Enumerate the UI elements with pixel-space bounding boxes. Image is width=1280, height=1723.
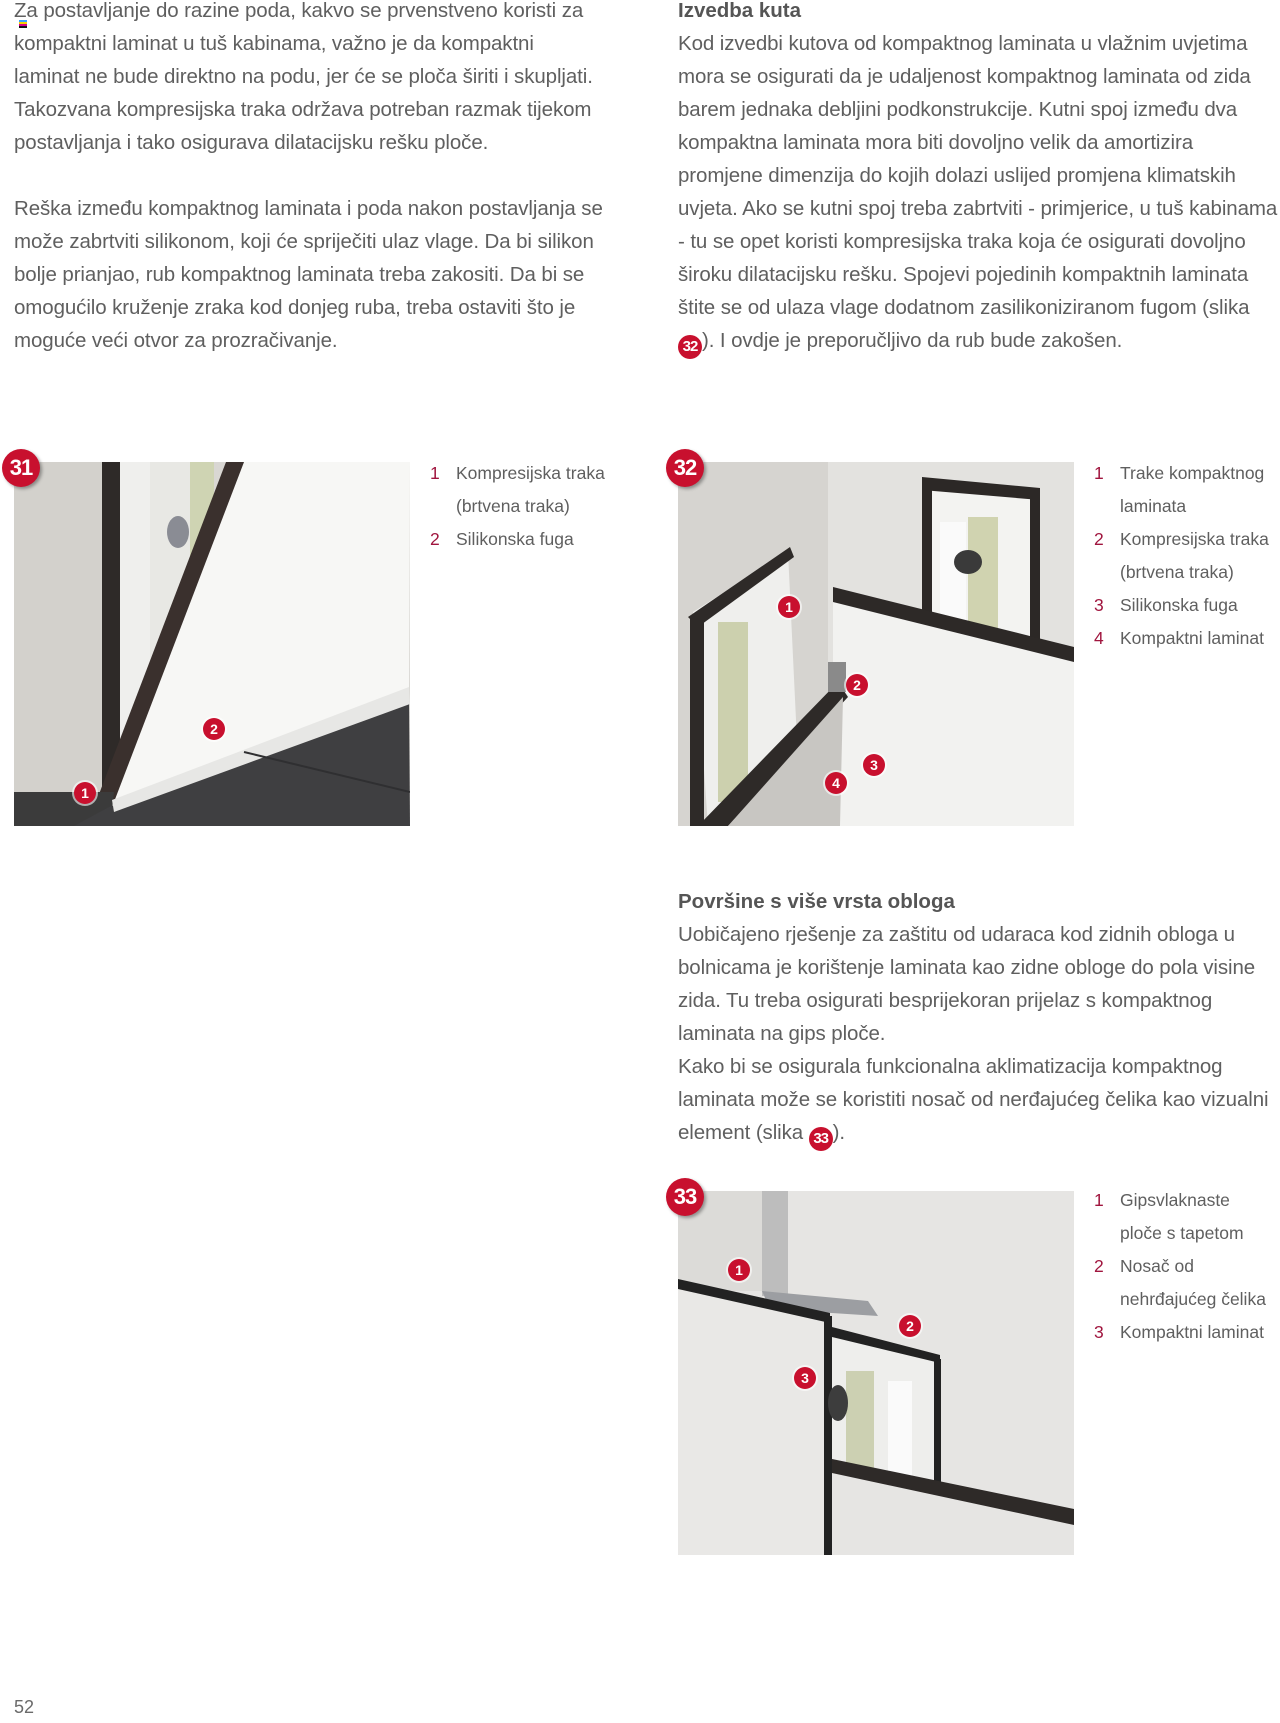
figure-number-badge-33: 33 xyxy=(666,1178,704,1216)
left-column xyxy=(14,0,604,357)
figure-ref-badge-33[interactable]: 33 xyxy=(809,1127,833,1151)
marker-3: 3 xyxy=(794,1367,816,1389)
marker-2: 2 xyxy=(899,1315,921,1337)
marker-2: 2 xyxy=(203,718,225,740)
marker-3: 3 xyxy=(863,754,885,776)
corner-section-heading: Izvedba kuta xyxy=(678,0,802,22)
legend-item: 2 Kompresijska traka xyxy=(1094,529,1269,549)
legend-item: 4 Kompaktni laminat xyxy=(1094,628,1264,648)
legend-item: laminata xyxy=(1120,496,1187,516)
figure-31-image xyxy=(14,462,410,826)
corner-section xyxy=(678,0,1278,359)
legend-item: 2 Nosač od xyxy=(1094,1256,1194,1276)
sealing-paragraph: Reška između kompaktnog laminata i poda nakon postavljanja se može zabrtviti silikonom, koji će spriječiti ulaz vlage. Da bi silikon bolje prianjao, rub kompaktnog laminata treba zakositi. Da bi se omogućilo kruženje zraka kod donjeg ruba, treba ostaviti što je moguće veći otvor za prozračivanje. xyxy=(14,197,603,352)
mixed-surfaces-heading: Površine s više vrsta obloga xyxy=(678,890,955,913)
floor-joint-illustration xyxy=(14,462,410,826)
figure-33-legend xyxy=(1094,1184,1266,1349)
marker-2: 2 xyxy=(846,674,868,696)
figure-number-badge-32: 32 xyxy=(666,449,704,487)
legend-item: 3 Silikonska fuga xyxy=(1094,595,1238,615)
legend-item: 1 Gipsvlaknaste xyxy=(1094,1190,1230,1210)
mixed-surfaces-section xyxy=(678,885,1278,1151)
legend-item: nehrđajućeg čelika xyxy=(1120,1289,1266,1309)
page-number: 52 xyxy=(14,1697,35,1717)
mixed-surfaces-body-1: Uobičajeno rješenje za zaštitu od udaraca kod zidnih obloga u bolnicama je korištenje laminata kao zidne obloge do pola visine zida. Tu treba osigurati besprijekoran prijelaz s kompaktnog laminata na gips ploče. xyxy=(678,923,1256,1045)
intro-paragraph: Za postavljanje do razine poda, kakvo se prvenstveno koristi za kompaktni laminat u tuš kabinama, važno je da kompaktni laminat ne bude direktno na podu, jer će se ploča širiti i skupljati. Takozvana kompresijska traka održava potreban razmak tijekom postavljanja i tako osigurava dilatacijsku rešku ploče. xyxy=(14,0,593,154)
mixed-surfaces-body-2: Kako bi se osigurala funkcionalna aklimatizacija kompaktnog laminata može se koristiti nosač od nerđajućeg čelika kao vizualni element (slika 33 ). xyxy=(678,1050,1278,1151)
legend-item: 3 Kompaktni laminat xyxy=(1094,1322,1264,1342)
marker-1: 1 xyxy=(74,782,96,804)
legend-item: (brtvena traka) xyxy=(456,496,570,516)
figure-32-legend xyxy=(1094,457,1269,655)
legend-item: 1 Kompresijska traka xyxy=(430,463,605,483)
legend-item: (brtvena traka) xyxy=(1120,562,1234,582)
legend-item: ploče s tapetom xyxy=(1120,1223,1244,1243)
figure-number-badge-31: 31 xyxy=(2,449,40,487)
corner-section-body: Kod izvedbi kutova od kompaktnog laminata u vlažnim uvjetima mora se osigurati da je udaljenost kompaktnog laminata od zida barem jednaka debljini podkonstrukcije. Kutni spoj između dva kompaktna laminata mora biti dovoljno velik da amortizira promjene dimenzija do kojih dolazi uslijed promjena klimatskih uvjeta. Ako se kutni spoj treba zabrtviti - primjerice, u tuš kabinama - tu se opet koristi kompresijska traka koja će osigurati dovoljno široku dilatacijsku rešku. Spojevi pojedinih kompaktnih laminata štite se od ulaza vlage dodatnom zasilikoniziranom fugom (slika 32 ). I ovdje je preporučljivo da rub bude zakošen. xyxy=(678,27,1278,359)
marker-1: 1 xyxy=(778,596,800,618)
figure-31-legend xyxy=(430,457,605,556)
marker-1: 1 xyxy=(728,1259,750,1281)
figure-32-image xyxy=(678,462,1074,826)
legend-item: 1 Trake kompaktnog xyxy=(1094,463,1265,483)
marker-4: 4 xyxy=(825,772,847,794)
legend-item: 2 Silikonska fuga xyxy=(430,529,574,549)
figure-ref-badge-32[interactable]: 32 xyxy=(678,335,702,359)
figure-33-image xyxy=(678,1191,1074,1555)
stainless-profile-illustration xyxy=(678,1191,1074,1555)
